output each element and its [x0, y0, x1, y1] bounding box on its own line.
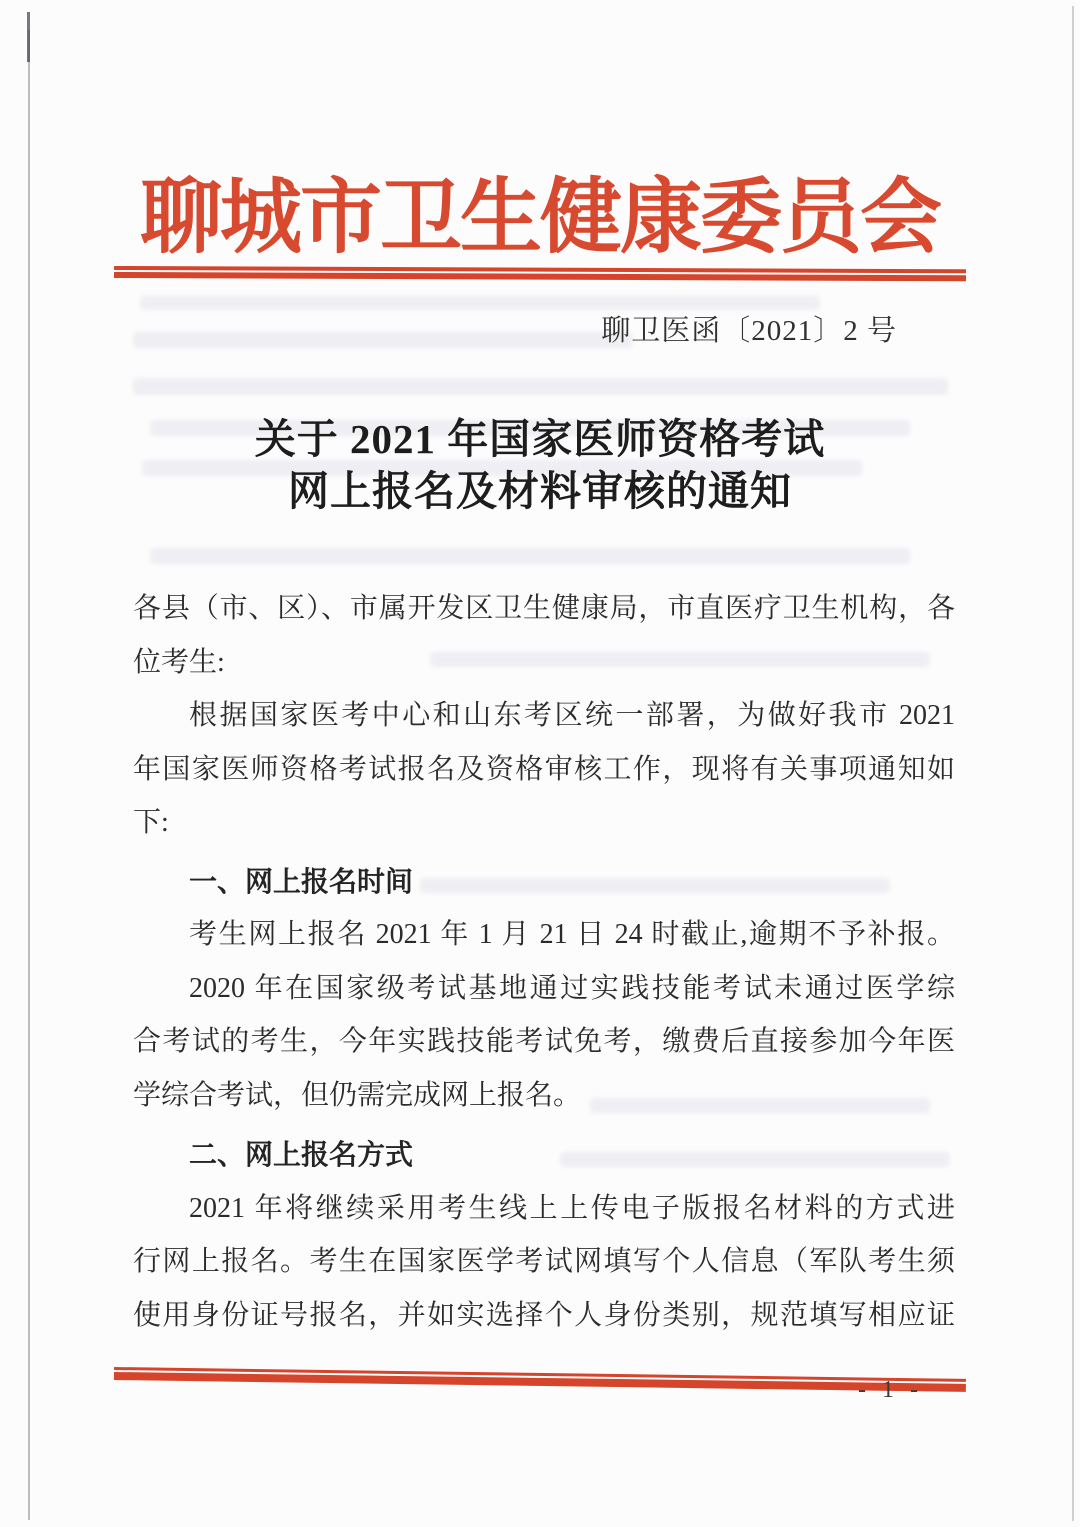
body-line: 2020 年在国家级考试基地通过实践技能考试未通过医学综 [189, 972, 955, 1004]
footer-divider-rule [114, 1367, 966, 1392]
scan-edge-left-tick [27, 12, 30, 62]
notice-body [133, 582, 955, 1342]
body-line: 行网上报名。考生在国家医学考试网填写个人信息（军队考生须 [133, 1246, 955, 1277]
salutation-line: 各县（市、区）、市属开发区卫生健康局，市直医疗卫生机构，各 [133, 593, 955, 624]
body-line: 使用身份证号报名，并如实选择个人身份类别，规范填写相应证 [133, 1299, 955, 1331]
notice-title [0, 413, 1080, 517]
agency-letterhead-title: 聊城市卫生健康委员会 [139, 172, 940, 263]
document-reference-number: 聊卫医函〔2021〕2 号 [601, 315, 897, 347]
scan-bleed-artifact [133, 378, 948, 395]
letterhead-divider-rule [114, 266, 966, 281]
salutation-line: 位考生: [133, 646, 225, 678]
section-heading-1: 一、网上报名时间 [189, 865, 414, 897]
body-line: 考生网上报名 2021 年 1 月 21 日 24 时截止,逾期不予补报。 [189, 919, 955, 950]
body-line: 2021 年将继续采用考生线上上传电子版报名材料的方式进 [189, 1192, 955, 1224]
body-line: 合考试的考生，今年实践技能考试免考，缴费后直接参加今年医 [133, 1026, 955, 1057]
scan-bleed-artifact [150, 548, 910, 564]
section-heading-2: 二、网上报名方式 [189, 1139, 414, 1170]
body-line: 学综合考试，但仍需完成网上报名。 [133, 1079, 582, 1111]
scan-bleed-artifact [140, 296, 820, 310]
body-line: 年国家医师资格考试报名及资格审核工作，现将有关事项通知如 [133, 753, 955, 785]
notice-title-line-2: 网上报名及材料审核的通知 [288, 468, 792, 514]
body-line: 根据国家医考中心和山东考区统一部署，为做好我市 2021 [189, 700, 955, 731]
page-number: - 1 - [858, 1377, 923, 1403]
notice-title-line-1: 关于 2021 年国家医师资格考试 [254, 416, 826, 462]
body-line: 下: [133, 807, 169, 838]
